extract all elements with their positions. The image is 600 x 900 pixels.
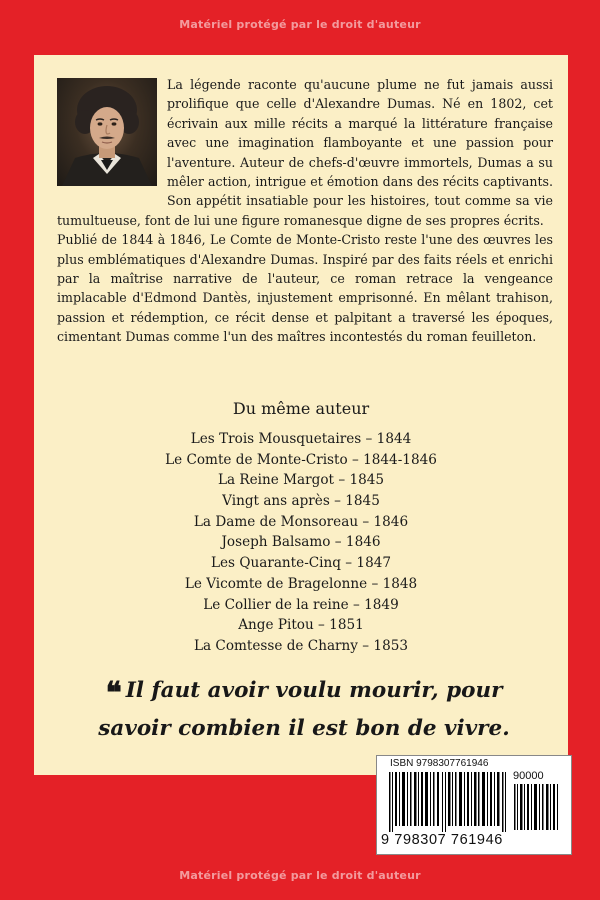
- works-list: [34, 429, 568, 657]
- work-item: Ange Pitou – 1851: [238, 617, 364, 634]
- work-item: La Comtesse de Charny – 1853: [193, 637, 409, 654]
- work-item: Le Comte de Monte-Cristo – 1844-1846: [165, 451, 437, 468]
- isbn-digits: 9 798307 761946: [381, 832, 503, 848]
- bio-paragraph-2: Publié de 1844 à 1846, Le Comte de Monte-Cristo reste l'une des œuvres les plus emblématiques d'Alexandre Dumas. Inspiré par des faits réels et enrichi par la maîtrise narrative de l'auteur, ce roman retrace la vengeance implacable d'Edmond Dantès, injustement emprisonné. En mêlant trahison, passion et rédemption, ce récit dense et palpitant a traversé les époques, cimentant Dumas comme l'un des maîtres incontestés du roman feuilleton.: [57, 232, 553, 345]
- barcode-bars-addon: [513, 784, 559, 830]
- bio-paragraph-1: La légende raconte qu'aucune plume ne fut jamais aussi prolifique que celle d'Alexandre Dumas. Né en 1802, cet écrivain aux mille récits a marqué la littérature française avec une imagination flamboyante et une passion pour l'aventure. Auteur de chefs-d'œuvre immortels, Dumas a su mêler action, intrigue et émotion dans des récits captivants. Son appétit insatiable pour les histoires, tout comme sa vie tumultueuse, font de lui une figure romanesque digne de ses propres écrits.: [57, 77, 553, 228]
- price-code: 90000: [513, 770, 544, 782]
- work-item: Vingt ans après – 1845: [222, 493, 380, 510]
- author-biography: [57, 75, 553, 347]
- isbn-label: ISBN 9798307761946: [390, 758, 489, 769]
- quote-mark-icon: ❝: [105, 676, 122, 711]
- work-item: Les Quarante-Cinq – 1847: [210, 555, 392, 572]
- works-heading: Du même auteur: [232, 399, 370, 418]
- work-item: Les Trois Mousquetaires – 1844: [190, 431, 412, 447]
- copyright-watermark-bottom: Matériel protégé par le droit d'auteur: [179, 869, 421, 882]
- author-quote: [44, 673, 564, 746]
- isbn-barcode: [376, 755, 572, 855]
- copyright-watermark-top: Matériel protégé par le droit d'auteur: [179, 18, 421, 31]
- quote-line-1: Il faut avoir voulu mourir, pour: [125, 678, 503, 703]
- back-cover-panel: [34, 55, 568, 775]
- work-item: Le Vicomte de Bragelonne – 1848: [184, 575, 418, 592]
- barcode-bars-main: [387, 772, 509, 832]
- quote-line-2: savoir combien il est bon de vivre.: [98, 716, 510, 741]
- work-item: Le Collier de la reine – 1849: [203, 596, 399, 613]
- work-item: Joseph Balsamo – 1846: [221, 534, 381, 551]
- work-item: La Reine Margot – 1845: [217, 472, 385, 489]
- work-item: La Dame de Monsoreau – 1846: [193, 513, 409, 530]
